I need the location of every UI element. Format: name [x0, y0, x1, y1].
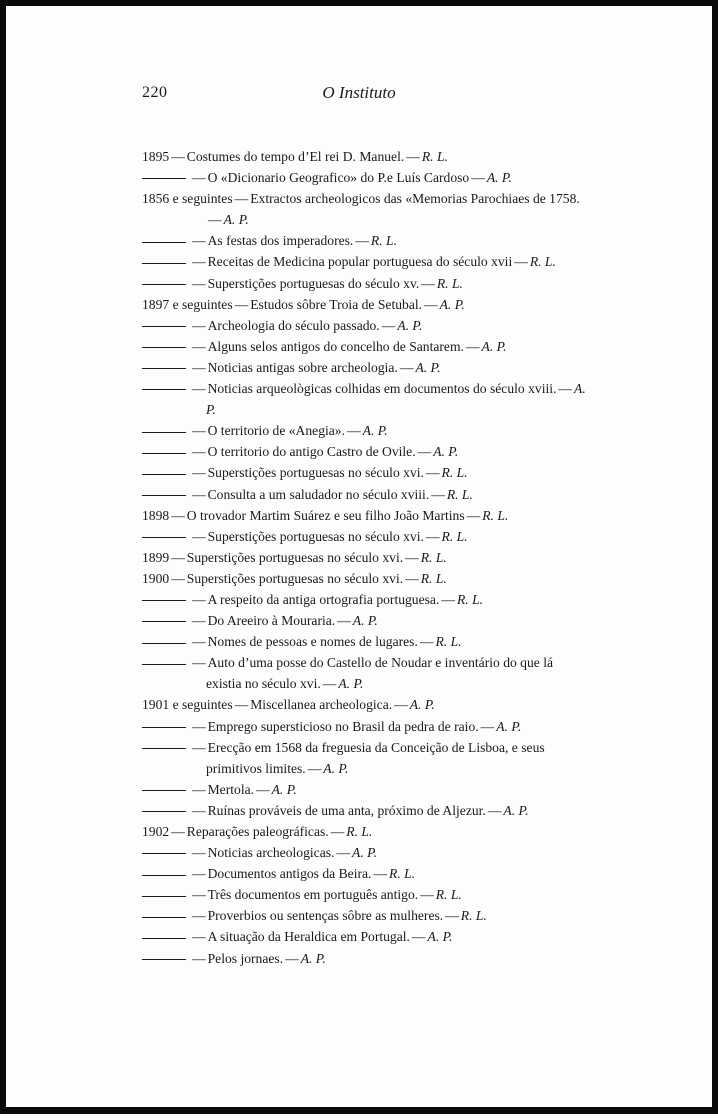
entry-separator: —	[171, 507, 185, 523]
entry-separator: —	[192, 170, 206, 186]
entry-separator: —	[234, 697, 249, 713]
ditto-dash	[142, 727, 190, 728]
entry-title: Superstições portuguesas no século xvi.	[207, 465, 424, 481]
ditto-dash	[142, 284, 190, 285]
bibliography-entry	[142, 167, 587, 188]
entry-title: Reparações paleográficas.	[186, 824, 329, 839]
entry-attribution: R. L.	[441, 528, 468, 544]
entry-separator: —	[405, 570, 419, 586]
entry-separator: —	[234, 296, 249, 312]
entry-attribution: R. L.	[441, 465, 468, 481]
entry-separator: —	[171, 570, 185, 586]
entry-lead: 1901 e seguintes	[142, 697, 233, 713]
entry-separator: —	[373, 866, 388, 882]
entry-separator: —	[192, 317, 206, 333]
bibliography-entry	[142, 863, 587, 884]
bibliography-entry	[142, 610, 587, 631]
entry-separator: —	[406, 149, 420, 164]
entry-title: Superstições portuguesas no século xvi.	[207, 528, 424, 544]
entry-separator: —	[192, 444, 206, 460]
bibliography-entry	[142, 378, 587, 420]
entry-lead: 1856 e seguintes	[142, 191, 233, 207]
ditto-dash	[142, 368, 190, 369]
entry-attribution: R. L.	[435, 887, 462, 903]
entry-attribution: A. P.	[397, 317, 423, 333]
entry-separator: —	[399, 359, 414, 375]
entry-attribution: A. P.	[352, 845, 378, 861]
entry-title: Auto d’uma posse do Castello de Noudar e inventário do que lá existia no século xvi.	[206, 655, 554, 692]
entry-separator: —	[355, 233, 369, 249]
entry-separator: —	[192, 929, 206, 945]
entry-separator: —	[192, 423, 206, 439]
entry-separator: —	[441, 591, 455, 607]
entry-separator: —	[471, 170, 485, 186]
entry-separator: —	[192, 254, 206, 270]
bibliography-entry	[142, 926, 587, 947]
entry-lead: 1898	[142, 507, 170, 523]
entry-title: O territorio de «Anegia».	[207, 423, 345, 439]
entry-attribution: R. L.	[446, 486, 473, 502]
entry-separator: —	[208, 212, 222, 228]
entry-title: Noticias antigas sobre archeologia.	[207, 359, 398, 375]
entry-separator: —	[431, 486, 445, 502]
ditto-dash	[142, 242, 190, 243]
entry-title: Alguns selos antigos do concelho de Santarem.	[207, 338, 464, 354]
entry-separator: —	[192, 908, 206, 924]
entry-title: Documentos antigos da Beira.	[207, 866, 372, 882]
entry-separator: —	[192, 950, 206, 966]
entry-title: Ruínas prováveis de uma anta, próximo de Aljezur.	[207, 802, 486, 818]
entry-separator: —	[425, 465, 440, 481]
entry-title: Do Areeiro à Mouraria.	[207, 613, 336, 629]
entry-separator: —	[421, 275, 435, 291]
entry-attribution: R. L.	[346, 824, 373, 839]
entry-separator: —	[192, 591, 206, 607]
bibliography-entry	[142, 251, 587, 272]
entry-separator: —	[480, 718, 495, 734]
entry-attribution: R. L.	[389, 866, 416, 882]
bibliography-entry	[142, 779, 587, 800]
entry-attribution: A. P.	[206, 381, 586, 418]
entry-attribution: R. L.	[529, 254, 556, 270]
entry-title: Pelos jornaes.	[207, 950, 284, 966]
entry-attribution: A. P.	[439, 296, 465, 312]
entry-attribution: R. L.	[420, 549, 447, 565]
bibliography-entry	[142, 315, 587, 336]
entry-separator: —	[558, 381, 573, 397]
entry-attribution: A. P.	[352, 613, 378, 629]
entry-separator: —	[192, 887, 206, 903]
entry-title: Erecção em 1568 da freguesia da Conceição de Lisboa, e seus primitivos limites.	[206, 739, 545, 776]
entry-separator: —	[192, 739, 206, 755]
entry-lead: 1897 e seguintes	[142, 296, 233, 312]
ditto-dash	[142, 938, 190, 939]
entry-attribution: R. L.	[482, 507, 509, 523]
entry-separator: —	[285, 950, 299, 966]
entry-separator: —	[192, 718, 206, 734]
page-header	[6, 84, 712, 108]
bibliography-entry	[142, 884, 587, 905]
entry-attribution: A. P.	[415, 359, 441, 375]
entry-title: Três documentos em português antigo.	[207, 887, 419, 903]
bibliography-entry	[142, 230, 587, 251]
bibliography-entry	[142, 568, 587, 589]
bibliography-entry	[142, 694, 587, 715]
entry-attribution: R. L.	[460, 908, 487, 924]
entry-separator: —	[322, 676, 337, 692]
bibliography-entry	[142, 146, 587, 167]
entry-title: Extractos archeologicos das «Memorias Parochiaes de 1758.	[250, 191, 580, 207]
entry-title: Superstições portuguesas no século xvi.	[186, 549, 404, 565]
entry-title: Costumes do tempo d’El rei D. Manuel.	[186, 149, 405, 164]
entry-title: Estudos sôbre Troia de Setubal.	[250, 296, 423, 312]
entry-title: Superstições portuguesas no século xvi.	[186, 570, 404, 586]
entry-attribution: A. P.	[503, 802, 529, 818]
ditto-dash	[142, 917, 190, 918]
entry-lead: 1899	[142, 549, 170, 565]
entry-attribution: A. P.	[271, 781, 297, 797]
bibliography-entry	[142, 484, 587, 505]
entry-separator: —	[192, 781, 206, 797]
ditto-dash	[142, 495, 190, 496]
bibliography-entry	[142, 589, 587, 610]
entry-separator: —	[192, 528, 206, 544]
running-title: O Instituto	[322, 83, 396, 102]
entry-title: A respeito da antiga ortografia portuguesa.	[207, 591, 440, 607]
entry-attribution: A. P.	[223, 212, 249, 228]
entry-title: Noticias archeologicas.	[207, 845, 335, 861]
entry-separator: —	[465, 338, 480, 354]
entry-separator: —	[192, 634, 206, 650]
ditto-dash	[142, 263, 190, 264]
entry-attribution: A. P.	[481, 338, 507, 354]
entry-title: Archeologia do século passado.	[207, 317, 380, 333]
entry-separator: —	[514, 254, 528, 270]
bibliography-entry	[142, 441, 587, 462]
ditto-dash	[142, 326, 190, 327]
ditto-dash	[142, 178, 190, 179]
bibliography-entry	[142, 821, 587, 842]
ditto-dash	[142, 959, 190, 960]
entry-separator: —	[171, 149, 185, 164]
entry-title: O trovador Martim Suárez e seu filho João Martins	[186, 507, 465, 523]
entry-separator: —	[192, 381, 206, 397]
ditto-dash	[142, 811, 190, 812]
entry-separator: —	[192, 655, 206, 671]
entry-separator: —	[336, 845, 351, 861]
ditto-dash	[142, 664, 190, 665]
bibliography-entry	[142, 547, 587, 568]
entry-attribution: A. P.	[486, 170, 512, 186]
entry-separator: —	[192, 338, 206, 354]
ditto-dash	[142, 875, 190, 876]
entry-separator: —	[171, 549, 185, 565]
entry-title: Noticias arqueològicas colhidas em documentos do século xviii.	[207, 381, 557, 397]
ditto-dash	[142, 537, 190, 538]
entry-title: As festas dos imperadores.	[207, 233, 354, 249]
entry-attribution: A. P.	[433, 444, 459, 460]
entry-separator: —	[234, 191, 249, 207]
entry-separator: —	[192, 613, 206, 629]
bibliography-entry	[142, 273, 587, 294]
entry-separator: —	[466, 507, 481, 523]
entry-separator: —	[192, 802, 206, 818]
entry-lead: 1902	[142, 824, 170, 839]
entry-title: Emprego supersticioso no Brasil da pedra de raio.	[207, 718, 479, 734]
bibliography-entry	[142, 800, 587, 821]
entry-title: O «Dicionario Geografico» do P.e Luís Cardoso	[207, 170, 470, 186]
bibliography-entry	[142, 948, 587, 969]
entry-title: Miscellanea archeologica.	[250, 697, 393, 713]
bibliography-list	[142, 146, 587, 969]
entry-separator: —	[256, 781, 270, 797]
book-page	[6, 6, 712, 1107]
bibliography-entry	[142, 716, 587, 737]
entry-attribution: R. L.	[420, 570, 447, 586]
entry-title: Receitas de Medicina popular portuguesa do século xvii	[207, 254, 513, 270]
entry-separator: —	[411, 929, 426, 945]
bibliography-entry	[142, 652, 587, 694]
bibliography-entry	[142, 631, 587, 652]
entry-separator: —	[171, 824, 185, 839]
entry-separator: —	[192, 845, 206, 861]
entry-separator: —	[394, 697, 408, 713]
entry-attribution: R. L.	[456, 591, 484, 607]
ditto-dash	[142, 432, 190, 433]
entry-separator: —	[417, 444, 432, 460]
bibliography-entry	[142, 294, 587, 315]
ditto-dash	[142, 748, 190, 749]
entry-attribution: A. P.	[323, 760, 349, 776]
bibliography-entry	[142, 905, 587, 926]
ditto-dash	[142, 600, 190, 601]
entry-separator: —	[192, 359, 206, 375]
bibliography-entry	[142, 526, 587, 547]
entry-title: Superstições portuguesas do século xv.	[207, 275, 420, 291]
ditto-dash	[142, 347, 190, 348]
entry-separator: —	[445, 908, 459, 924]
entry-separator: —	[192, 233, 206, 249]
entry-title: Mertola.	[207, 781, 255, 797]
ditto-dash	[142, 474, 190, 475]
entry-separator: —	[192, 275, 206, 291]
entry-attribution: R. L.	[421, 149, 448, 164]
entry-separator: —	[487, 802, 502, 818]
bibliography-entry	[142, 188, 587, 230]
entry-attribution: A. P.	[300, 950, 326, 966]
entry-separator: —	[425, 528, 440, 544]
entry-attribution: A. P.	[409, 697, 435, 713]
entry-separator: —	[420, 887, 434, 903]
entry-attribution: R. L.	[370, 233, 397, 249]
ditto-dash	[142, 389, 190, 390]
entry-title: Proverbios ou sentenças sôbre as mulheres.	[207, 908, 444, 924]
entry-attribution: A. P.	[427, 929, 453, 945]
entry-attribution: A. P.	[362, 423, 388, 439]
entry-separator: —	[405, 549, 419, 565]
entry-title: Nomes de pessoas e nomes de lugares.	[207, 634, 418, 650]
ditto-dash	[142, 896, 190, 897]
entry-title: O territorio do antigo Castro de Ovile.	[207, 444, 416, 460]
bibliography-entry	[142, 842, 587, 863]
entry-attribution: R. L.	[436, 275, 463, 291]
entry-separator: —	[381, 317, 396, 333]
bibliography-entry	[142, 505, 587, 526]
entry-separator: —	[307, 760, 322, 776]
bibliography-entry	[142, 420, 587, 441]
ditto-dash	[142, 853, 190, 854]
entry-title: A situação da Heraldica em Portugal.	[207, 929, 410, 945]
bibliography-entry	[142, 462, 587, 483]
ditto-dash	[142, 643, 190, 644]
entry-separator: —	[192, 486, 206, 502]
entry-separator: —	[192, 465, 206, 481]
bibliography-entry	[142, 737, 587, 779]
entry-attribution: R. L.	[435, 634, 462, 650]
ditto-dash	[142, 453, 190, 454]
entry-separator: —	[419, 634, 434, 650]
entry-separator: —	[424, 296, 438, 312]
page-number: 220	[142, 84, 168, 101]
entry-separator: —	[192, 866, 206, 882]
entry-attribution: A. P.	[496, 718, 522, 734]
entry-title: Consulta a um saludador no século xviii.	[207, 486, 430, 502]
bibliography-entry	[142, 336, 587, 357]
entry-attribution: A. P.	[338, 676, 364, 692]
entry-separator: —	[347, 423, 361, 439]
ditto-dash	[142, 790, 190, 791]
entry-separator: —	[330, 824, 345, 839]
bibliography-entry	[142, 357, 587, 378]
ditto-dash	[142, 621, 190, 622]
entry-lead: 1900	[142, 570, 170, 586]
entry-separator: —	[337, 613, 351, 629]
entry-lead: 1895	[142, 149, 170, 164]
